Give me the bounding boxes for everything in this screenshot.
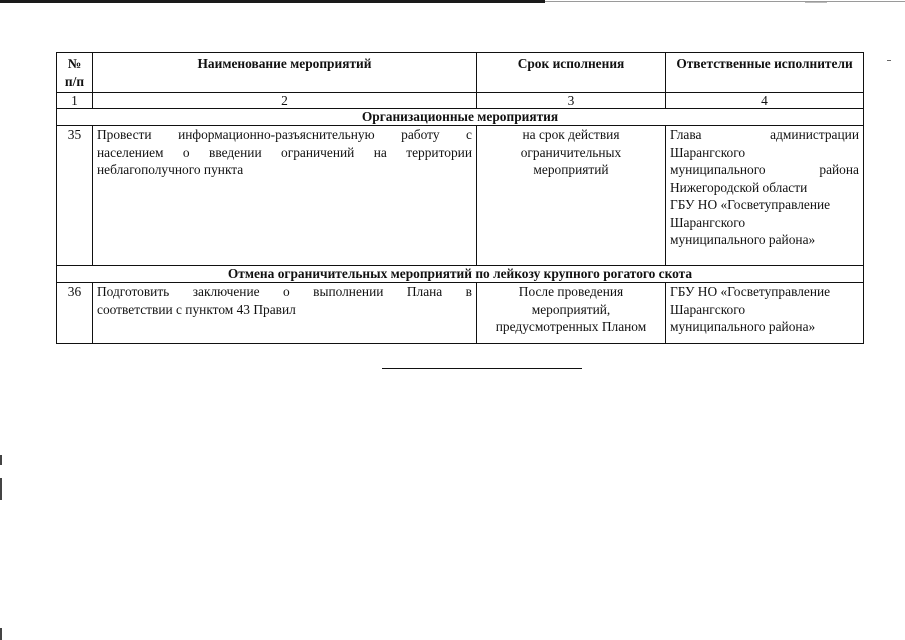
term-line: ограничительных — [520, 144, 622, 160]
header-num: № п/п — [57, 53, 93, 93]
scan-mark — [0, 628, 2, 640]
scan-border-top — [0, 0, 545, 3]
term-line: предусмотренных Планом — [495, 319, 647, 334]
scan-mark — [0, 455, 2, 465]
row-number: 35 — [57, 126, 93, 266]
column-number: 2 — [93, 93, 477, 109]
responsible-line: муниципального района» — [670, 232, 816, 247]
column-number-row — [57, 93, 864, 109]
event-name-cell — [93, 283, 477, 344]
term-line: После проведения — [518, 284, 624, 299]
column-number: 1 — [57, 93, 93, 109]
event-name-cell — [93, 126, 477, 266]
event-name-line: Подготовить заключение о выполнении Плана в — [97, 284, 472, 299]
column-number: 3 — [477, 93, 666, 109]
term-cell — [477, 283, 666, 344]
closing-rule — [382, 368, 582, 369]
table-header-row — [57, 53, 864, 93]
responsible-line: Шарангского — [670, 301, 746, 317]
responsible-cell — [666, 283, 864, 344]
responsible-cell — [666, 126, 864, 266]
column-number: 4 — [666, 93, 864, 109]
scan-mark — [0, 478, 2, 500]
responsible-line: ГБУ НО «Госветуправление — [670, 284, 831, 299]
term-cell — [477, 126, 666, 266]
event-name-line: населением о введении ограничений на территории — [97, 144, 472, 160]
responsible-line: муниципального района» — [670, 319, 816, 334]
section-header-row — [57, 266, 864, 283]
events-table — [56, 52, 864, 344]
term-line: мероприятий — [533, 162, 609, 177]
table-row — [57, 283, 864, 344]
section-title: Организационные мероприятия — [57, 109, 864, 126]
header-term: Срок исполнения — [477, 53, 666, 93]
scan-mark — [805, 2, 827, 3]
event-name-line: неблагополучного пункта — [97, 162, 244, 177]
scan-border-top-faint — [545, 1, 905, 2]
responsible-line: Шарангского — [670, 214, 746, 230]
responsible-line: ГБУ НО «Госветуправление — [670, 197, 831, 212]
term-line: на срок действия — [522, 127, 620, 142]
header-name: Наименование мероприятий — [93, 53, 477, 93]
term-line: мероприятий, — [531, 301, 611, 317]
scan-mark — [887, 60, 891, 61]
event-name-line: Провести информационно-разъяснительную работу с — [97, 127, 472, 142]
section-title: Отмена ограничительных мероприятий по лейкозу крупного рогатого скота — [57, 266, 864, 283]
responsible-line: Нижегородской области — [670, 179, 808, 195]
section-header-row — [57, 109, 864, 126]
header-responsible: Ответственные исполнители — [666, 53, 864, 93]
table-row — [57, 126, 864, 266]
responsible-line: муниципального района — [670, 162, 859, 177]
row-number: 36 — [57, 283, 93, 344]
responsible-line: Шарангского — [670, 144, 746, 160]
event-name-line: соответствии с пунктом 43 Правил — [97, 301, 296, 317]
responsible-line: Глава администрации — [670, 127, 859, 142]
